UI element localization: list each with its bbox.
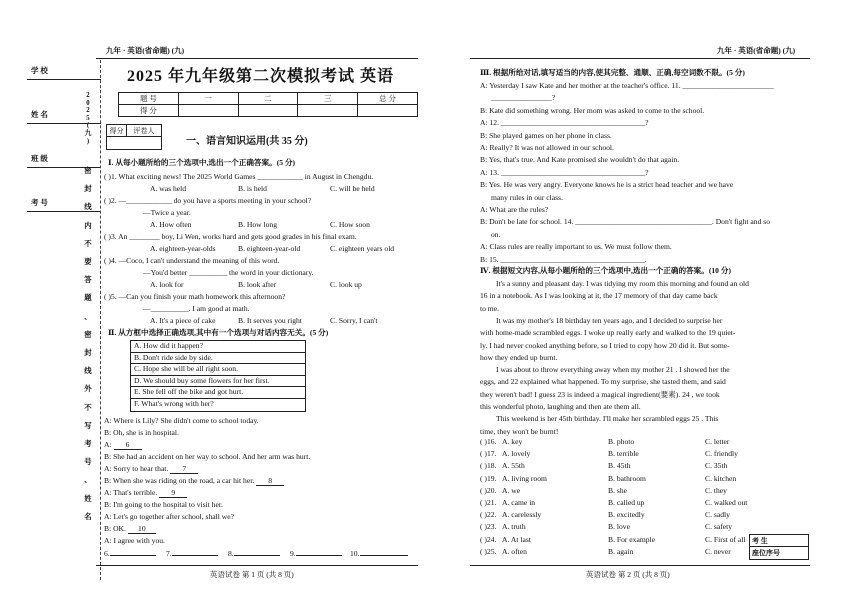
header-rule-right	[470, 58, 810, 59]
box-option-b: B. Don't ride side by side.	[131, 353, 305, 365]
option-b[interactable]: B. 45th	[608, 461, 631, 471]
q4-option-b[interactable]: B. look after	[238, 280, 277, 289]
blank-8[interactable]: 8	[256, 476, 284, 486]
q1-option-a[interactable]: A. was held	[150, 184, 187, 193]
question-number: ( )16.	[480, 437, 497, 446]
score-table	[118, 92, 418, 117]
dialogue-line: B: I'm going to the hospital to visit her.	[104, 500, 223, 509]
option-b[interactable]: B. excitedly	[608, 510, 645, 520]
passage-line: I was about to throw everything away when my mother 21 . I showed her the	[496, 365, 730, 375]
passage-line: ly. I had never cooked anything before, so I tried to copy how 20 did it. But some-	[480, 340, 730, 350]
part3-line: A: Yesterday I saw Kate and her mother at the teacher's office. 11. ________________________	[480, 81, 774, 90]
q5-option-c[interactable]: C. Sorry, I can't	[330, 316, 378, 325]
dialogue-line: A: Sorry to hear that. 7	[104, 464, 198, 474]
q2-reply: —Twice a year.	[143, 208, 191, 217]
score-cell-total[interactable]	[358, 105, 418, 117]
q3-option-b[interactable]: B. eighteen-year-old	[238, 244, 301, 253]
school-field[interactable]: 学 校	[27, 64, 101, 80]
binding-dashed-line	[100, 60, 101, 580]
option-a[interactable]: A. At last	[502, 534, 531, 544]
q2-option-b[interactable]: B. How long	[238, 220, 278, 229]
option-c[interactable]: C. kitchen	[705, 473, 737, 483]
year-char: (	[86, 122, 90, 130]
dialogue-line: A: 6	[104, 440, 142, 450]
box-option-e: E. She fell off the bike and got hurt.	[131, 387, 305, 399]
option-a[interactable]: A. came in	[502, 498, 536, 507]
part3-line: ________________?	[491, 93, 556, 103]
option-c[interactable]: C. 35th	[705, 461, 728, 471]
year-char: 2	[86, 107, 90, 115]
class-field[interactable]: 班 级	[27, 152, 101, 168]
option-a[interactable]: A. living room	[502, 473, 547, 483]
year-char: 2	[86, 92, 90, 99]
notice-char: 号	[84, 457, 92, 467]
q3-option-a[interactable]: A. eighteen-year-olds	[150, 244, 216, 253]
option-box	[130, 340, 306, 412]
notice-char: 考	[84, 439, 92, 449]
year-char: )	[86, 137, 90, 145]
option-c[interactable]: C. never	[705, 546, 731, 556]
part3-line: B: Yes, that's true. And Kate promised she wouldn't do that again.	[480, 155, 680, 165]
dialogue-line: B: Oh, she is in hospital.	[104, 428, 179, 437]
option-c[interactable]: C. friendly	[705, 449, 738, 459]
notice-char: 、	[84, 311, 92, 321]
q4-reply: —You'd better __________ the word in your dictionary.	[143, 268, 314, 277]
q2-option-a[interactable]: A. How often	[150, 220, 192, 229]
question-number: ( )21.	[480, 498, 497, 507]
seat-number-box: 考 生 座位序号	[749, 534, 809, 560]
part3-line: B: Yes. He was very angry. Everyone knows he is a strict head teacher and we have	[480, 180, 734, 190]
blank-10[interactable]: 10	[128, 524, 156, 534]
question-4: ( )4. —Coco, I can't understand the meaning of this word.	[104, 256, 280, 265]
dialogue-line: A: Where is Lily? She didn't come to school today.	[104, 416, 259, 425]
passage-line: they weren't bad! I guess 23 is indeed a magical ingredient(要素). 24 , we took	[480, 389, 720, 399]
question-5: ( )5. —Can you finish your math homework this afternoon?	[104, 292, 286, 301]
notice-char: 不	[84, 238, 92, 248]
option-b[interactable]: B. called up	[608, 498, 645, 507]
blank-7[interactable]: 7	[170, 464, 198, 474]
passage-line: This weekend is her 45th birthday. I'll make her scrambled eggs 25 . This	[496, 414, 719, 424]
box-option-d: D. We should buy some flowers for her first.	[131, 376, 305, 388]
box-option-a: A. How did it happen?	[131, 341, 305, 353]
notice-char: 密	[84, 166, 92, 175]
notice-char: 不	[84, 402, 92, 412]
footer-rule-left	[96, 565, 418, 566]
notice-char: 名	[84, 511, 92, 521]
q5-reply: —__________. I am good at math.	[143, 304, 250, 313]
name-field[interactable]: 姓 名	[27, 108, 101, 124]
question-2: ( )2. —____________ do you have a sports meeting in your school?	[104, 196, 312, 205]
binding-year-vertical	[83, 92, 93, 145]
option-c[interactable]: C. they	[705, 485, 727, 495]
dialogue-line: A: Let's go together after school, shall we?	[104, 512, 234, 521]
page-header-right: 九年 · 英语(省命题) (九)	[717, 46, 796, 55]
option-b[interactable]: B. love	[608, 522, 630, 532]
answer-line-8: 8.	[228, 549, 280, 558]
passage-line: time, they won't be burnt!	[480, 426, 559, 436]
notice-char: 写	[84, 420, 92, 430]
notice-char: 线	[84, 202, 92, 212]
footer-rule-right	[470, 565, 810, 566]
notice-char: 线	[84, 366, 92, 376]
answer-line-7: 7.	[166, 549, 218, 558]
answer-line-6: 6.	[104, 549, 156, 558]
passage-line: how they ended up burnt.	[480, 352, 558, 362]
passage-line: with home-made scrambled eggs. I woke up really early and walked to the 19 quiet-	[480, 328, 736, 338]
question-number: ( )24.	[480, 534, 497, 544]
footer-right: 英语试卷 第 2 页 (共 8 页)	[586, 570, 670, 579]
option-c[interactable]: C. safety	[705, 522, 732, 532]
score-header-total: 总 分	[358, 93, 418, 105]
footer-left: 英语试卷 第 1 页 (共 8 页)	[210, 570, 294, 579]
notice-char: 题	[84, 293, 92, 303]
option-a[interactable]: A. we	[502, 485, 521, 495]
binding-notice-vertical	[83, 162, 93, 526]
question-number: ( )18.	[480, 461, 497, 471]
option-a[interactable]: A. 55th	[502, 461, 525, 471]
part3-line: B: 15. ______________________________________.	[480, 254, 647, 264]
exam-number-field[interactable]: 考 号	[27, 196, 101, 212]
year-char: 九	[84, 130, 92, 138]
box-option-c: C. Hope she will be all right soon.	[131, 364, 305, 376]
question-number: ( )19.	[480, 473, 497, 483]
option-a[interactable]: A. carelessly	[502, 510, 542, 520]
notice-char: 外	[84, 384, 92, 394]
part3-line: A: 13. ______________________________________?	[480, 167, 649, 177]
question-number: ( )22.	[480, 510, 497, 520]
header-rule-left	[96, 58, 418, 59]
part3-line: A: Really? It was not allowed in our school.	[480, 143, 614, 152]
part2-heading: Ⅱ. 从方框中选择正确选项,其中有一个选项与对话内容无关。(5 分)	[108, 328, 329, 337]
option-b[interactable]: B. photo	[608, 437, 635, 446]
passage-line: this wonderful photo, laughing and then ate them all.	[480, 402, 641, 411]
dialogue-line: A: I agree with you.	[104, 536, 165, 545]
exam-title: 2025 年九年级第二次模拟考试 英语	[127, 68, 395, 85]
option-a[interactable]: A. truth	[502, 522, 526, 532]
passage-line: eggs, and 22 explained what happened. To my surprise, she tasted them, and said	[480, 377, 726, 387]
option-c[interactable]: C. walked out	[705, 498, 748, 507]
year-char: 5	[86, 114, 90, 122]
answer-line-9: 9.	[290, 549, 342, 558]
dialogue-line: B: When she was riding on the road, a car hit her. 8	[104, 476, 284, 486]
blank-6[interactable]: 6	[114, 440, 142, 450]
score-cell-2[interactable]	[238, 105, 298, 117]
part3-line: on.	[491, 229, 501, 239]
part1-heading: Ⅰ. 从每小题所给的三个选项中,选出一个正确答案。(5 分)	[108, 158, 296, 167]
q4-option-c[interactable]: C. look up	[330, 280, 362, 289]
year-char: 0	[86, 99, 90, 107]
score-header-label: 题 号	[119, 93, 179, 105]
q4-option-a[interactable]: A. look for	[150, 280, 184, 289]
part3-line: A: Class rules are really important to us. We must follow them.	[480, 242, 672, 252]
option-a[interactable]: A. often	[502, 546, 527, 556]
part3-line: A: 12. ______________________________________?	[480, 118, 649, 128]
score-cell-1[interactable]	[178, 105, 238, 117]
blank-9[interactable]: 9	[159, 488, 187, 498]
part3-line: many rules in our class.	[491, 192, 563, 202]
question-3: ( )3. An ________ boy, Li Wen, works hard and gets good grades in his final exam.	[104, 232, 357, 241]
q2-option-c[interactable]: C. How soon	[330, 220, 370, 229]
question-number: ( )23.	[480, 522, 497, 532]
option-b[interactable]: B. she	[608, 485, 627, 495]
score-row-label: 得 分	[119, 105, 179, 117]
section-score-box: 得分 评卷人	[106, 124, 162, 150]
notice-char: 密	[84, 329, 92, 339]
option-c[interactable]: C. letter	[705, 437, 730, 446]
option-a[interactable]: A. lovely	[502, 449, 531, 459]
passage-line: 16 in a notebook. As I was looking at it, the 17 memory of that day came back	[480, 291, 718, 301]
page-header-left: 九年 · 英语(省命题) (九)	[106, 46, 185, 55]
answer-line-10: 10.	[350, 549, 408, 558]
part3-line: A: What are the rules?	[480, 205, 549, 214]
q5-option-b[interactable]: B. It serves you right	[238, 316, 302, 325]
notice-char: 、	[84, 475, 92, 485]
passage-line: It was my mother's 18 birthday ten years ago, and I decided to surprise her	[496, 315, 723, 325]
notice-char: 要	[84, 257, 92, 267]
option-b[interactable]: B. bathroom	[608, 473, 646, 483]
passage-line: to me.	[480, 303, 499, 313]
part3-line: B: She played games on her phone in class.	[480, 130, 612, 140]
part3-line: B: Kate did something wrong. Her mom was asked to come to the school.	[480, 105, 705, 115]
dialogue-line: A: That's terrible. 9	[104, 488, 187, 498]
notice-char: 内	[84, 220, 92, 230]
box-option-f: F. What's wrong with her?	[134, 398, 214, 408]
notice-char: 姓	[84, 493, 92, 503]
notice-char: 封	[84, 184, 92, 194]
q1-option-c[interactable]: C. will be held	[330, 184, 375, 193]
score-header-2: 二	[238, 93, 298, 105]
option-c[interactable]: C. sadly	[705, 510, 730, 520]
q1-option-b[interactable]: B. is held	[238, 184, 267, 193]
q3-option-c[interactable]: C. eighteen years old	[330, 244, 395, 253]
question-number: ( )25.	[480, 546, 497, 556]
part3-line: B: Don't be late for school. 14. ____________________________________. Don't fight and so	[480, 217, 771, 227]
question-number: ( )17.	[480, 449, 497, 459]
dialogue-line: B: OK. 10	[104, 524, 156, 534]
part3-heading: Ⅲ. 根据所给对话,填写适当的内容,使其完整、通顺、正确,每空词数不限。(5 分)	[480, 68, 745, 77]
q5-option-a[interactable]: A. It's a piece of cake	[150, 316, 216, 325]
notice-char: 答	[84, 275, 92, 285]
score-header-3: 三	[298, 93, 358, 105]
option-b[interactable]: B. terrible	[608, 449, 639, 459]
dialogue-line: B: She had an accident on her way to school. And her arm was hurt.	[104, 452, 311, 461]
section1-title: 一、语言知识运用(共 35 分)	[186, 136, 308, 147]
option-c[interactable]: C. First of all	[705, 534, 746, 544]
part4-heading: Ⅳ. 根据短文内容,从每小题所给的三个选项中,选出一个正确的答案。(10 分)	[480, 266, 731, 275]
score-header-1: 一	[178, 93, 238, 105]
score-cell-3[interactable]	[298, 105, 358, 117]
notice-char: 封	[84, 348, 92, 358]
option-a[interactable]: A. key	[502, 437, 523, 446]
passage-line: It's a sunny and pleasant day. I was tidying my room this morning and found an old	[496, 279, 749, 288]
question-number: ( )20.	[480, 485, 497, 495]
option-b[interactable]: B. again	[608, 546, 634, 556]
question-1: ( )1. What exciting news! The 2025 World Games ____________ in August in Chengdu.	[104, 172, 374, 181]
option-b[interactable]: B. For example	[608, 534, 656, 544]
